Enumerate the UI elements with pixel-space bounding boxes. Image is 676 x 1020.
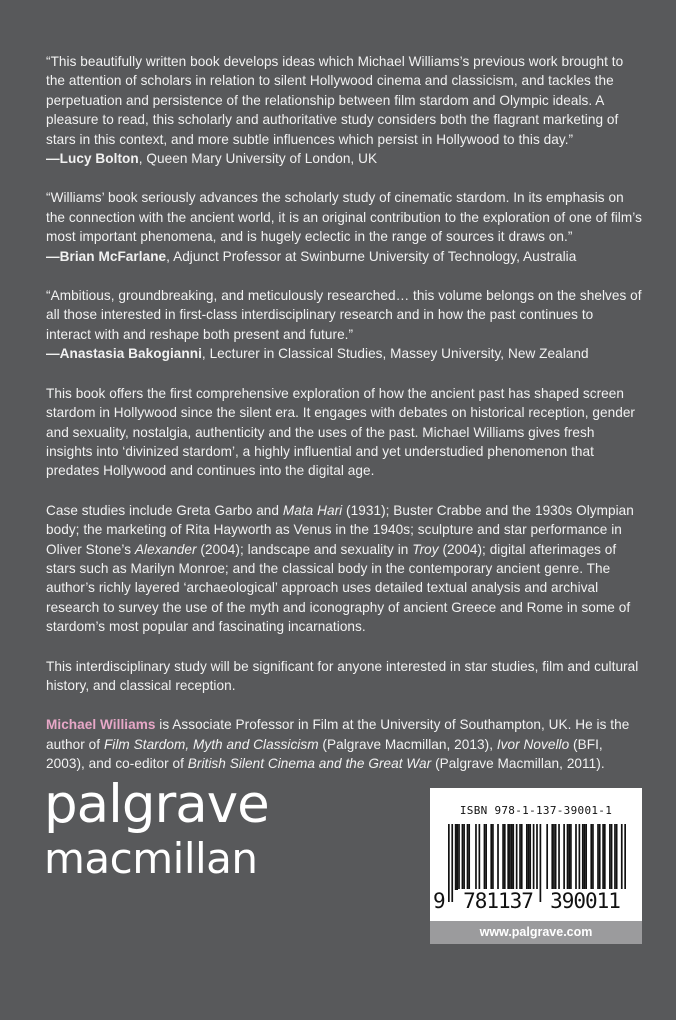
barcode-bar — [485, 824, 487, 890]
author-bio — [46, 715, 642, 773]
barcode-bar — [519, 824, 521, 890]
description-paragraph: This book offers the first comprehensive exploration of how the ancient past has shaped screen stardom in Hollywood since the silent era. It engages with debates on historical reception, gender and sexuality, nostalgia, authenticity and the uses of the past. Michael Williams gives fresh insights into ‘divinized stardom’, a highly influential and yet understudied phenomenon that predates Hollywood and continues into the digital age. — [46, 385, 636, 479]
quote-affiliation: , Queen Mary University of London, UK — [138, 151, 378, 167]
barcode-bar — [479, 824, 481, 890]
barcode-bar — [509, 824, 511, 890]
author-name: Michael Williams — [46, 717, 156, 733]
barcode-bar — [456, 824, 458, 890]
isbn-barcode — [430, 788, 642, 921]
text-run: is Associate Professor in Film at the University of Southampton, UK. He is the author of — [46, 717, 630, 752]
endorsement-quote — [46, 52, 642, 168]
barcode-bar — [575, 824, 577, 890]
book-title: Film Stardom, Myth and Classicism — [103, 736, 319, 752]
audience-paragraph: This interdisciplinary study will be significant for anyone interested in star studies, film and cultural history, and classical reception. — [46, 658, 639, 693]
barcode-bar — [521, 824, 523, 890]
barcode-bar — [529, 824, 531, 890]
barcode-bar — [597, 824, 599, 890]
text-run: (BFI, 2003), and co-editor of — [46, 736, 603, 772]
barcode-bar — [563, 824, 565, 890]
text-run: (Palgrave Macmillan, 2013), — [318, 736, 497, 752]
barcode-bar — [592, 824, 594, 890]
barcode-bar — [602, 824, 604, 890]
barcode-bar — [553, 824, 555, 890]
barcode-digit-group-right: 390011 — [544, 889, 626, 913]
barcode-bar — [555, 824, 557, 890]
barcode-bar — [463, 824, 465, 890]
barcode-bar — [609, 824, 611, 890]
barcode-bar — [462, 824, 464, 890]
barcode-bar — [512, 824, 514, 890]
barcode-digits — [430, 889, 642, 917]
barcode-bar — [467, 824, 469, 890]
quote-attribution — [46, 151, 377, 166]
quote-author: —Lucy Bolton — [46, 151, 139, 167]
barcode-bar — [507, 824, 509, 890]
text-run: (2004); digital afterimages of stars such as Marilyn Monroe; and the classical body in the contemporary ancient genre. The author’s richly layered ‘archaeological’ approach uses detailed textual analysis and archival research to survey the use of the myth and iconography of ancient Greece and Rome in some of stardom’s most popular and fascinating incarnations. — [46, 541, 631, 635]
book-title: British Silent Cinema and the Great War — [187, 756, 432, 772]
quote-text: “Williams’ book seriously advances the scholarly study of cinematic stardom. In its emphasis on the connection with the ancient world, it is an original contribution to the exploration of one of film’s most important phenomena, and is hugely eclectic in the range of sources it draws on.” — [46, 190, 642, 245]
barcode-bar — [584, 824, 586, 890]
film-title: Mata Hari — [282, 502, 343, 518]
text-run: Case studies include Greta Garbo and — [46, 502, 283, 518]
publisher-website: www.palgrave.com — [430, 921, 642, 944]
barcode-bar — [502, 824, 504, 890]
barcode-bar — [551, 824, 553, 890]
text-run: (2004); landscape and sexuality in — [196, 541, 413, 557]
barcode-bar — [455, 824, 457, 890]
barcode-bar — [599, 824, 601, 890]
barcode-bar — [567, 824, 569, 890]
quote-attribution — [46, 346, 589, 361]
barcode-bar — [475, 824, 477, 890]
back-cover-text — [46, 52, 642, 794]
barcode-bar — [604, 824, 606, 890]
barcode-bar — [590, 824, 592, 890]
barcode-bar — [579, 824, 581, 890]
text-run: (Palgrave Macmillan, 2011). — [431, 756, 605, 772]
quote-author: —Brian McFarlane — [46, 248, 167, 264]
barcode-bar — [616, 824, 618, 890]
quote-affiliation: , Lecturer in Classical Studies, Massey University, New Zealand — [201, 346, 589, 362]
barcode-bar — [516, 824, 518, 890]
barcode-digit-group-left: 781137 — [458, 889, 538, 913]
isbn-label: ISBN 978-1-137-39001-1 — [459, 804, 613, 817]
film-title: Alexander — [134, 541, 197, 557]
barcode-bar — [533, 824, 535, 890]
book-title: Ivor Novello — [496, 736, 570, 752]
barcode-bar — [526, 824, 528, 890]
barcode-bar — [570, 824, 572, 890]
quote-text: “Ambitious, groundbreaking, and meticulously researched… this volume belongs on the shelves of all those interested in first-class interdisciplinary research and in how the past continues to interact with and reshape both present and future.” — [46, 288, 642, 342]
barcode-bar — [497, 824, 499, 890]
barcode-bar — [528, 824, 530, 890]
text-run: (1931); Buster Crabbe and the 1930s Olympian body; the marketing of Rita Hayworth as Venus in the 1940s; sculpture and star performance in Oliver Stone’s — [46, 502, 634, 557]
quote-author: —Anastasia Bakogianni — [46, 346, 202, 362]
barcode-bar — [511, 824, 513, 890]
barcode-bar — [492, 824, 494, 890]
barcode-bar — [611, 824, 613, 890]
barcode-bar — [614, 824, 616, 890]
barcode-bar — [585, 824, 587, 890]
quote-affiliation: , Adjunct Professor at Swinburne University of Technology, Australia — [166, 248, 577, 264]
barcode-bar — [468, 824, 470, 890]
barcode-bar — [568, 824, 570, 890]
publisher-logo-line2: macmillan — [44, 834, 258, 883]
quote-text: “This beautifully written book develops ideas which Michael Williams’s previous work brought to the attention of scholars in relation to silent Hollywood cinema and classicism, and tackles the perpetuation and persistence of the relationship between film stardom and Olympic ideals. A pleasure to read, this scholarly and authoritative study considers both the flagrant marketing of stars in this context, and more subtle influences which persist in Hollywood to this day.” — [46, 54, 624, 147]
publisher-logo-line1: palgrave — [44, 774, 269, 835]
case-studies-paragraph — [46, 501, 642, 637]
barcode-bar — [504, 824, 506, 890]
barcode-bar — [582, 824, 584, 890]
barcode-bar — [558, 824, 560, 890]
barcode-bar — [490, 824, 492, 890]
endorsement-quote — [46, 286, 642, 364]
quote-attribution — [46, 249, 576, 264]
barcode-digit-first: 9 — [433, 889, 446, 913]
barcode-bar — [458, 824, 460, 890]
film-title: Troy — [412, 541, 439, 557]
publisher-logo — [44, 775, 269, 883]
endorsement-quote — [46, 188, 642, 266]
barcode-bar — [484, 824, 486, 890]
barcode-bar — [546, 824, 548, 890]
